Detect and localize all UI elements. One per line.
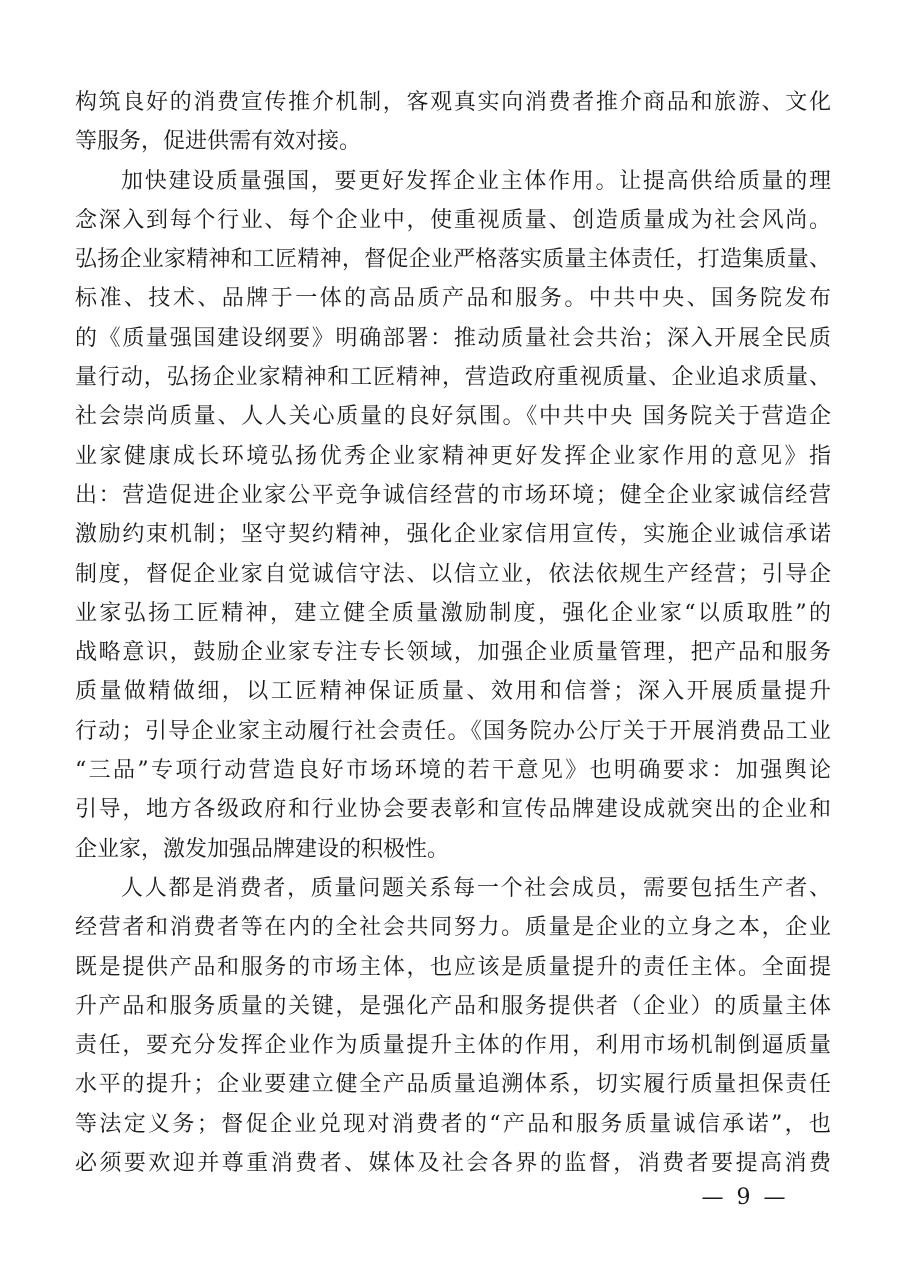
text-line: 制度，督促企业家自觉诚信守法、以信立业，依法依规生产经营；引导企	[75, 561, 831, 587]
text-line: 出：营造促进企业家公平竞争诚信经营的市场环境；健全企业家诚信经营	[75, 482, 831, 508]
text-line: 念深入到每个行业、每个企业中，使重视质量、创造质量成为社会风尚。	[75, 207, 831, 233]
text-line: 激励约束机制；坚守契约精神，强化企业家信用宣传，实施企业诚信承诺	[75, 522, 831, 548]
text-line: 质量做精做细，以工匠精神保证质量、效用和信誉；深入开展质量提升	[75, 679, 831, 705]
text-line: 必须要欢迎并尊重消费者、媒体及社会各界的监督，消费者要提高消费	[75, 1151, 831, 1177]
text-line: 既是提供产品和服务的市场主体，也应该是质量提升的责任主体。全面提	[75, 954, 831, 980]
text-line: 等法定义务；督促企业兑现对消费者的“产品和服务质量诚信承诺”，也	[75, 1111, 831, 1137]
text-line: 经营者和消费者等在内的全社会共同努力。质量是企业的立身之本，企业	[75, 915, 831, 941]
text-line: 业家健康成长环境弘扬优秀企业家精神更好发挥企业家作用的意见》指	[75, 443, 831, 469]
text-line: 水平的提升；企业要建立健全产品质量追溯体系，切实履行质量担保责任	[75, 1072, 831, 1098]
text-line: 构筑良好的消费宣传推介机制，客观真实向消费者推介商品和旅游、文化	[75, 90, 831, 115]
text-line: 业家弘扬工匠精神，建立健全质量激励制度，强化企业家“以质取胜”的	[75, 600, 831, 626]
text-line: 引导，地方各级政府和行业协会要表彰和宣传品牌建设成就突出的企业和	[75, 797, 831, 823]
text-line: “三品”专项行动营造良好市场环境的若干意见》也明确要求：加强舆论	[75, 758, 831, 784]
page-number: — 9 —	[701, 1185, 789, 1210]
text-line: 弘扬企业家精神和工匠精神，督促企业严格落实质量主体责任，打造集质量、	[75, 247, 831, 273]
text-line: 升产品和服务质量的关键，是强化产品和服务提供者（企业）的质量主体	[75, 993, 831, 1019]
text-line: 社会崇尚质量、人人关心质量的良好氛围。《中共中央 国务院关于营造企	[75, 404, 831, 430]
document-body	[75, 83, 831, 1183]
text-line: 战略意识，鼓励企业家专注专长领域，加强企业质量管理，把产品和服务	[75, 640, 831, 666]
text-line: 加快建设质量强国，要更好发挥企业主体作用。让提高供给质量的理	[121, 168, 831, 194]
text-line: 等服务，促进供需有效对接。	[75, 129, 362, 155]
text-line: 企业家，激发加强品牌建设的积极性。	[75, 836, 450, 862]
text-line: 人人都是消费者，质量问题关系每一个社会成员，需要包括生产者、	[121, 875, 831, 901]
text-line: 行动；引导企业家主动履行社会责任。《国务院办公厅关于开展消费品工业	[75, 718, 831, 744]
text-line: 标准、技术、品牌于一体的高品质产品和服务。中共中央、国务院发布	[75, 286, 831, 312]
text-line: 责任，要充分发挥企业作为质量提升主体的作用，利用市场机制倒逼质量	[75, 1033, 831, 1059]
text-line: 的《质量强国建设纲要》明确部署：推动质量社会共治；深入开展全民质	[75, 325, 831, 351]
text-line: 量行动，弘扬企业家精神和工匠精神，营造政府重视质量、企业追求质量、	[75, 365, 831, 391]
